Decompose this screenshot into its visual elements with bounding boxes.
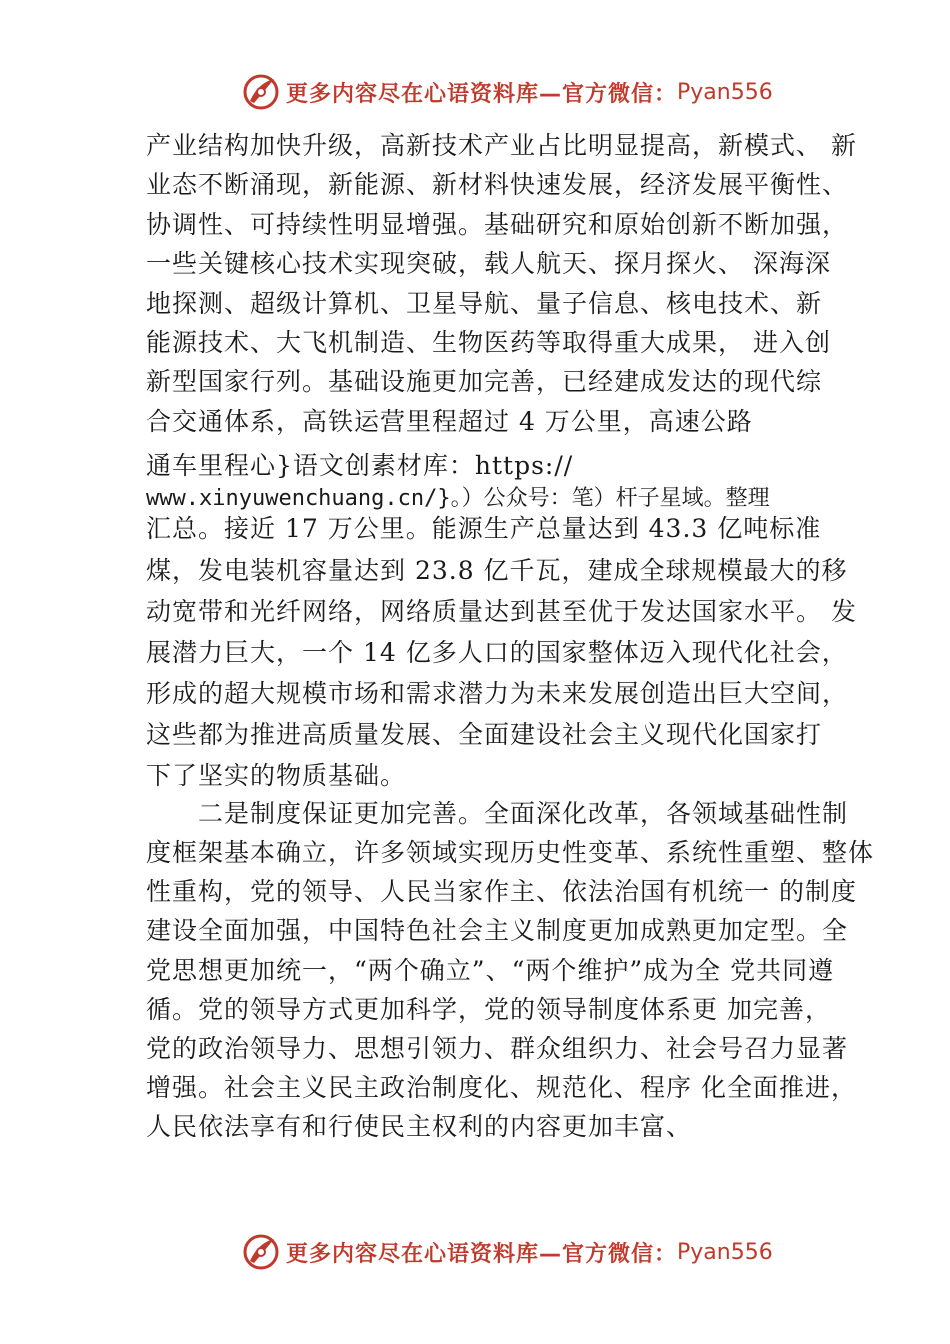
body-line-11: 汇总。接近 17 万公里。能源生产总量达到 43.3 亿吨标准	[146, 514, 822, 543]
body-line-25: 增强。社会主义民主政治制度化、规范化、程序 化全面推进，	[146, 1073, 857, 1102]
body-line-3: 协调性、可持续性明显增强。基础研究和原始创新不断加强，	[146, 210, 849, 239]
body-line-22: 党思想更加统一，“两个确立”、“两个维护”成为全 党共同遵	[146, 956, 835, 985]
header-banner	[240, 70, 773, 114]
body-line-6: 能源技术、大飞机制造、生物医药等取得重大成果， 进入创	[146, 328, 831, 357]
body-line-26: 人民依法享有和行使民主权利的内容更加丰富、	[146, 1112, 693, 1141]
body-line-19: 度框架基本确立，许多领域实现历史性变革、系统性重塑、整体	[146, 838, 875, 867]
paragraph-2-first-line: 二是制度保证更加完善。全面深化改革，各领域基础性制	[198, 799, 849, 828]
body-line-23: 循。党的领导方式更加科学，党的领导制度体系更 加完善，	[146, 995, 831, 1024]
body-line-17: 下了坚实的物质基础。	[146, 761, 407, 790]
body-line-4: 一些关键核心技术实现突破，载人航天、探月探火、 深海深	[146, 249, 831, 278]
body-line-1: 产业结构加快升级，高新技术产业占比明显提高，新模式、 新	[146, 131, 857, 160]
body-line-21: 建设全面加强，中国特色社会主义制度更加成熟更加定型。全	[146, 916, 849, 945]
body-line-15: 形成的超大规模市场和需求潜力为未来发展创造出巨大空间，	[146, 679, 849, 708]
body-line-16: 这些都为推进高质量发展、全面建设社会主义现代化国家打	[146, 720, 823, 749]
body-line-24: 党的政治领导力、思想引领力、群众组织力、社会号召力显著	[146, 1034, 849, 1063]
brush-logo-icon	[240, 1231, 282, 1273]
body-line-13: 动宽带和光纤网络，网络质量达到甚至优于发达国家水平。 发	[146, 597, 857, 626]
header-wechat-id: Pyan556	[677, 79, 773, 105]
header-banner-text: 更多内容尽在心语资料库—官方微信：	[286, 81, 678, 107]
footer-wechat-id: Pyan556	[677, 1239, 773, 1265]
footer-banner-text: 更多内容尽在心语资料库—官方微信：	[286, 1241, 678, 1267]
body-line-5: 地探测、超级计算机、卫星导航、量子信息、核电技术、新	[146, 289, 823, 318]
body-line-9: 通车里程心}语文创素材库：https://	[146, 451, 574, 480]
footer-banner	[240, 1230, 773, 1274]
body-line-2: 业态不断涌现，新能源、新材料快速发展，经济发展平衡性、	[146, 170, 849, 199]
body-line-10: www.xinyuwenchuang.cn/}。）公众号：笔）杆子星域。整理	[146, 486, 770, 511]
body-line-14: 展潜力巨大，一个 14 亿多人口的国家整体迈入现代化社会，	[146, 638, 848, 667]
body-line-8: 合交通体系，高铁运营里程超过 4 万公里，高速公路	[146, 407, 753, 436]
body-line-20: 性重构，党的领导、人民当家作主、依法治国有机统一 的制度	[146, 877, 857, 906]
body-line-7: 新型国家行列。基础设施更加完善，已经建成发达的现代综	[146, 367, 823, 396]
brush-logo-icon	[240, 71, 282, 113]
body-line-12: 煤，发电装机容量达到 23.8 亿千瓦，建成全球规模最大的移	[146, 556, 848, 585]
